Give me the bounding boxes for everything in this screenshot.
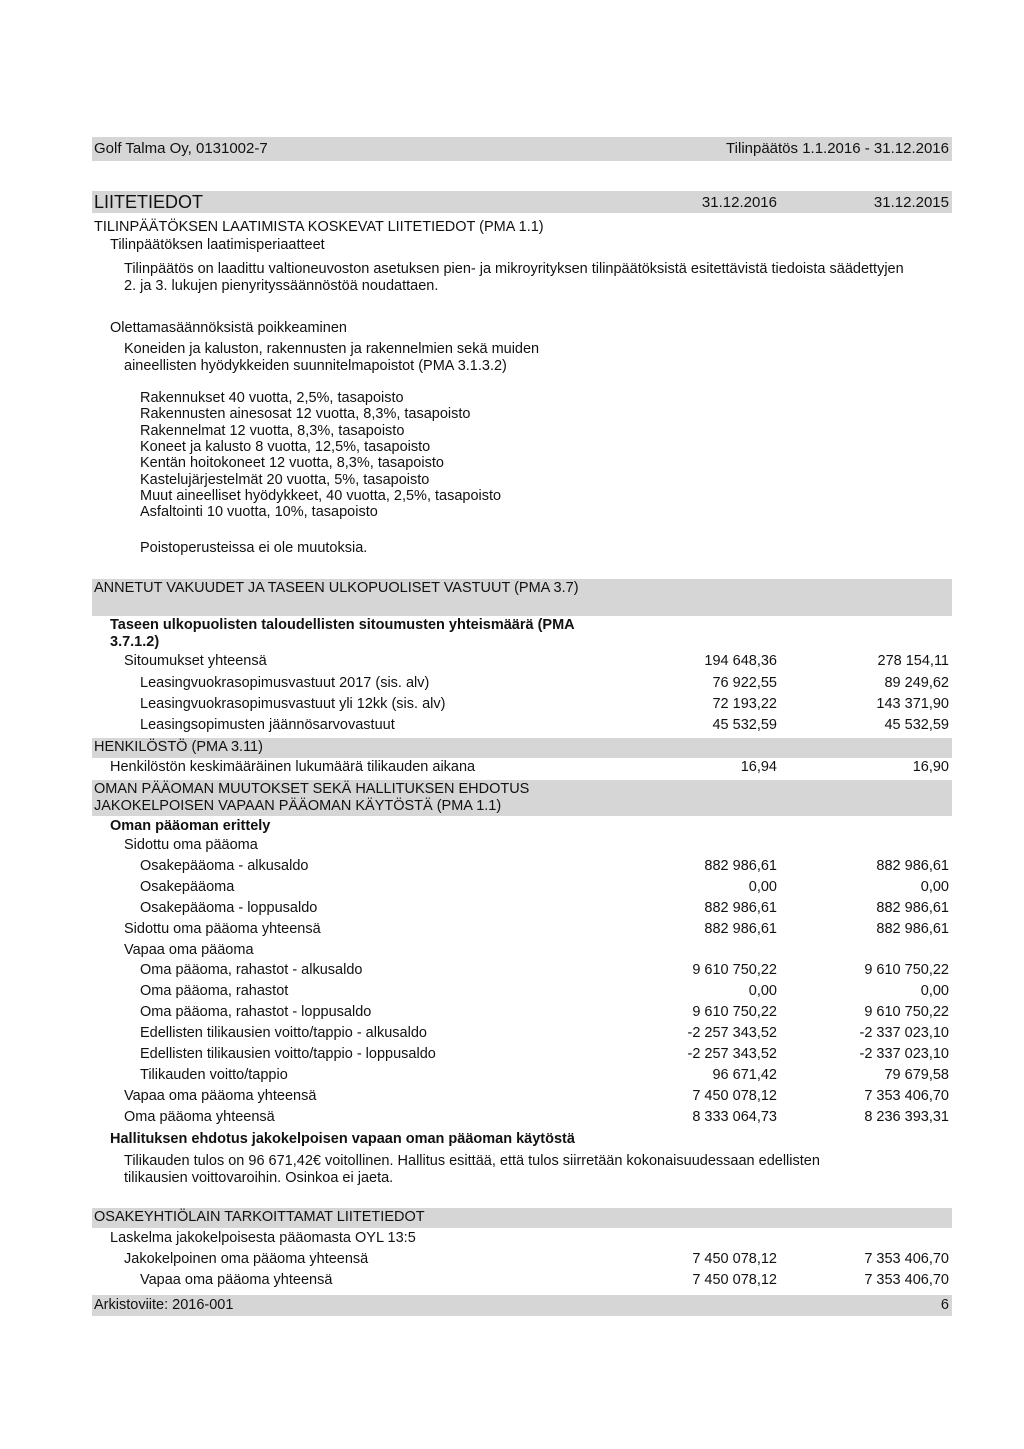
equity-value-2015: 0,00 <box>920 878 949 895</box>
equity-label: Oma pääoma yhteensä <box>124 1108 275 1125</box>
commitment-label: Sitoumukset yhteensä <box>124 653 267 669</box>
equity-value-2016: 9 610 750,22 <box>692 962 777 979</box>
equity-value-2016: -2 257 343,52 <box>687 1025 777 1042</box>
commitment-label: Leasingvuokrasopimusvastuut 2017 (sis. alv) <box>140 675 430 691</box>
period: Tilinpäätös 1.1.2016 - 31.12.2016 <box>726 140 949 157</box>
equity-value-2016: -2 257 343,52 <box>687 1046 777 1062</box>
commitment-value-2016: 194 648,36 <box>704 653 777 669</box>
equity-value-2016: 0,00 <box>748 878 777 895</box>
subheading-olettamasaannokset: Olettamasäännöksistä poikkeaminen <box>110 320 347 336</box>
henkilosto-label: Henkilöstön keskimääräinen lukumäärä tilikauden aikana <box>110 759 476 775</box>
section-title-vakuudet: ANNETUT VAKUUDET JA TASEEN ULKOPUOLISET VASTUUT (PMA 3.7) <box>94 580 579 596</box>
equity-label: Osakepääoma <box>140 878 235 895</box>
depreciation-item: Koneet ja kalusto 8 vuotta, 12,5%, tasapoisto <box>140 438 431 455</box>
equity-value-2015: 882 986,61 <box>876 899 949 916</box>
equity-label: Oma pääoma, rahastot - loppusaldo <box>140 1004 372 1021</box>
section-title-oman-paaoman-muutokset: OMAN PÄÄOMAN MUUTOKSET SEKÄ HALLITUKSEN EHDOTUS JAKOKELPOISEN VAPAAN PÄÄOMAN KÄYTÖSTÄ (PMA 1.1) <box>94 781 530 814</box>
equity-label: Tilikauden voitto/tappio <box>140 1066 288 1083</box>
column-header-2016: 31.12.2016 <box>701 194 777 211</box>
paragraph-hallituksen-ehdotus: Tilikauden tulos on 96 671,42€ voitollinen. Hallitus esittää, että tulos siirretään kokonaisuudessaan edellisten tilikausien voittovaroihin. Osinkoa ei jaeta. <box>124 1153 820 1186</box>
archive-reference: Arkistoviite: 2016-001 <box>94 1297 234 1313</box>
equity-value-2015: 7 353 406,70 <box>864 1087 949 1104</box>
commitment-value-2016: 72 193,22 <box>712 696 777 712</box>
company-name: Golf Talma Oy, 0131002-7 <box>94 140 268 157</box>
henkilosto-value-2015: 16,90 <box>912 759 949 775</box>
equity-label: Vapaa oma pääoma <box>124 941 254 958</box>
equity-value-2015: 8 236 393,31 <box>864 1108 949 1125</box>
commitment-label: Leasingsopimusten jäännösarvovastuut <box>140 717 395 733</box>
equity-value-2016: 9 610 750,22 <box>692 1004 777 1021</box>
equity-value-2016: 96 671,42 <box>712 1066 777 1083</box>
commitment-value-2015: 143 371,90 <box>876 696 949 712</box>
page-number: 6 <box>940 1297 949 1313</box>
depreciation-item: Rakennelmat 12 vuotta, 8,3%, tasapoisto <box>140 422 405 439</box>
equity-value-2016: 882 986,61 <box>704 920 777 937</box>
subheading-laatimisperiaatteet: Tilinpäätöksen laatimisperiaatteet <box>110 237 325 253</box>
equity-value-2015: 0,00 <box>920 983 949 1000</box>
depreciation-item: Rakennusten ainesosat 12 vuotta, 8,3%, tasapoisto <box>140 406 471 423</box>
equity-value-2015: -2 337 023,10 <box>859 1025 949 1042</box>
equity-value-2016: 882 986,61 <box>704 899 777 916</box>
equity-label: Oma pääoma, rahastot <box>140 983 289 1000</box>
equity-value-2016: 8 333 064,73 <box>692 1108 777 1125</box>
equity-value-2015: 9 610 750,22 <box>864 962 949 979</box>
section-title-henkilosto: HENKILÖSTÖ (PMA 3.11) <box>94 739 263 755</box>
depreciation-item: Rakennukset 40 vuotta, 2,5%, tasapoisto <box>140 390 404 406</box>
equity-value-2015: 882 986,61 <box>876 920 949 937</box>
liitetiedot-title: LIITETIEDOT <box>94 192 204 212</box>
commitment-value-2016: 76 922,55 <box>712 675 777 691</box>
section-title-osakeyhtiolaki: OSAKEYHTIÖLAIN TARKOITTAMAT LIITETIEDOT <box>94 1209 425 1225</box>
depreciation-item: Kastelujärjestelmät 20 vuotta, 5%, tasapoisto <box>140 471 430 488</box>
depreciation-item: Kentän hoitokoneet 12 vuotta, 8,3%, tasapoisto <box>140 455 444 472</box>
subheading-oman-paaoman-erittely: Oman pääoman erittely <box>110 818 271 834</box>
paragraph-suunnitelmapoistot: Koneiden ja kaluston, rakennusten ja rakennelmien sekä muiden aineellisten hyödykkeiden suunnitelmapoistot (PMA 3.1.3.2) <box>124 341 540 374</box>
liitetiedot-band <box>92 191 952 213</box>
commitment-value-2015: 89 249,62 <box>884 675 949 691</box>
henkilosto-value-2016: 16,94 <box>740 759 777 775</box>
distributable-value-2015: 7 353 406,70 <box>864 1251 949 1267</box>
paragraph-laatimisperiaatteet: Tilinpäätös on laadittu valtioneuvoston asetuksen pien- ja mikroyrityksen tilinpäätöksistä esitettävistä tiedoista säädettyjen 2. ja 3. lukujen pienyrityssäännöstöä noudattaen. <box>124 261 904 294</box>
depreciation-item: Asfaltointi 10 vuotta, 10%, tasapoisto <box>140 504 378 521</box>
distributable-value-2016: 7 450 078,12 <box>692 1272 777 1288</box>
depreciation-item: Muut aineelliset hyödykkeet, 40 vuotta, 2,5%, tasapoisto <box>140 487 502 504</box>
equity-label: Vapaa oma pääoma yhteensä <box>124 1087 317 1104</box>
equity-value-2016: 7 450 078,12 <box>692 1087 777 1104</box>
commitment-value-2015: 278 154,11 <box>877 653 949 669</box>
distributable-value-2016: 7 450 078,12 <box>692 1251 777 1267</box>
subheading-sitoumukset: Taseen ulkopuolisten taloudellisten sitoumusten yhteismäärä (PMA 3.7.1.2) <box>110 617 575 650</box>
column-header-2015: 31.12.2015 <box>873 194 949 211</box>
equity-label: Oma pääoma, rahastot - alkusaldo <box>140 962 363 979</box>
equity-value-2015: 882 986,61 <box>876 857 949 874</box>
equity-value-2015: 9 610 750,22 <box>864 1004 949 1021</box>
commitment-value-2015: 45 532,59 <box>884 717 949 733</box>
equity-value-2015: 79 679,58 <box>884 1066 949 1083</box>
commitment-label: Leasingvuokrasopimusvastuut yli 12kk (sis. alv) <box>140 696 446 712</box>
equity-label: Edellisten tilikausien voitto/tappio - alkusaldo <box>140 1025 427 1042</box>
distributable-label: Vapaa oma pääoma yhteensä <box>140 1272 333 1288</box>
commitment-value-2016: 45 532,59 <box>712 717 777 733</box>
section-title-tilinpaatoksen-laatimista: TILINPÄÄTÖKSEN LAATIMISTA KOSKEVAT LIITETIEDOT (PMA 1.1) <box>94 219 544 235</box>
equity-label: Osakepääoma - alkusaldo <box>140 857 309 874</box>
equity-label: Edellisten tilikausien voitto/tappio - loppusaldo <box>140 1046 436 1062</box>
equity-label: Sidottu oma pääoma <box>124 837 258 853</box>
note-poistoperusteet: Poistoperusteissa ei ole muutoksia. <box>140 540 368 556</box>
distributable-value-2015: 7 353 406,70 <box>864 1272 949 1288</box>
distributable-label: Jakokelpoinen oma pääoma yhteensä <box>124 1251 369 1267</box>
equity-value-2016: 882 986,61 <box>704 857 777 874</box>
equity-label: Sidottu oma pääoma yhteensä <box>124 920 321 937</box>
subheading-hallituksen-ehdotus: Hallituksen ehdotus jakokelpoisen vapaan oman pääoman käytöstä <box>110 1131 575 1147</box>
equity-value-2016: 0,00 <box>748 983 777 1000</box>
equity-label: Osakepääoma - loppusaldo <box>140 899 318 916</box>
equity-value-2015: -2 337 023,10 <box>859 1046 949 1062</box>
subheading-jakokelpoinen: Laskelma jakokelpoisesta pääomasta OYL 13:5 <box>110 1230 416 1246</box>
